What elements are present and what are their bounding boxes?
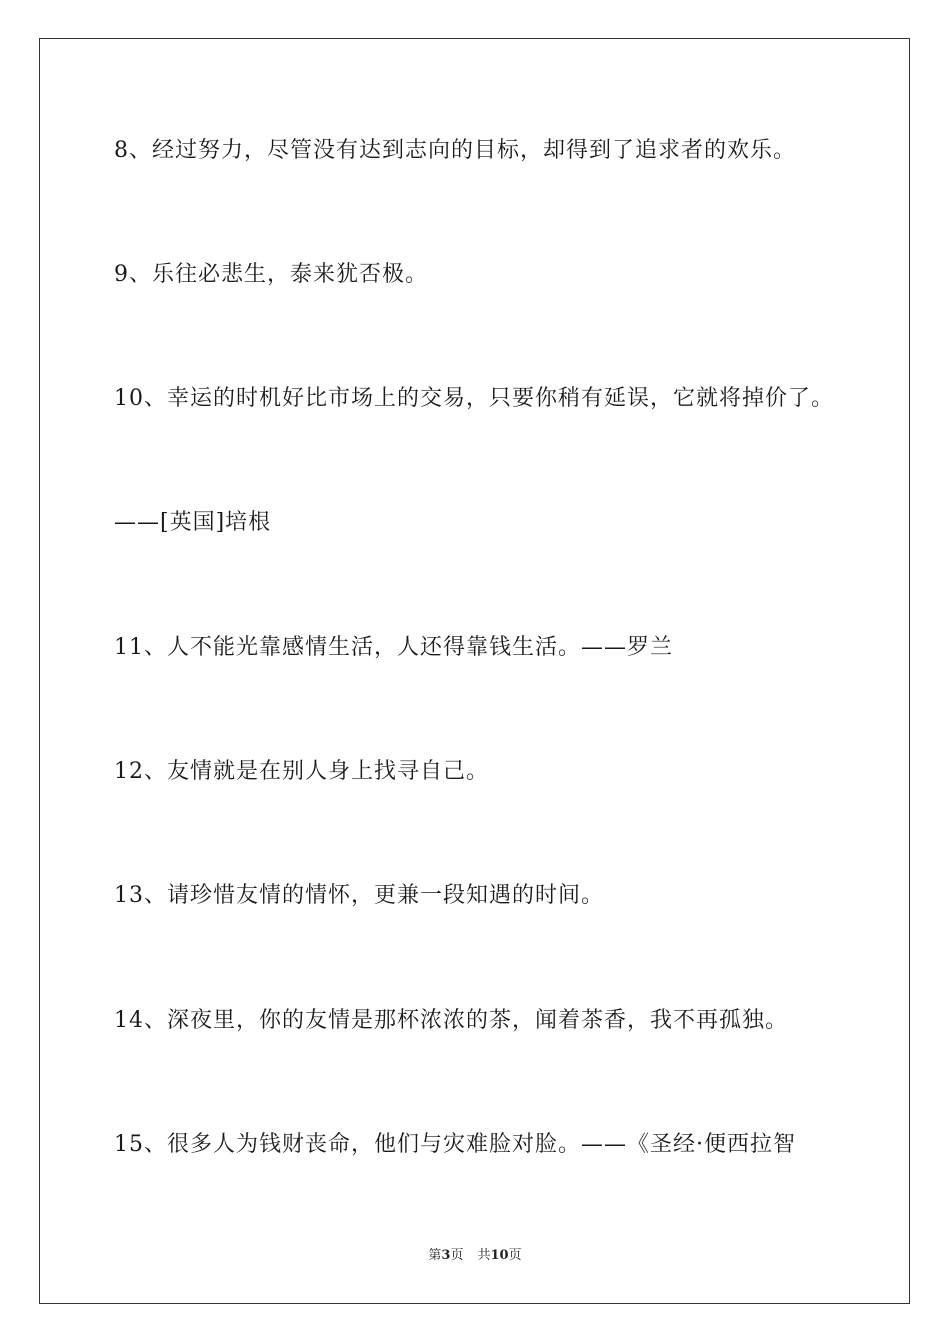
total-suffix: 页 [508, 1248, 522, 1263]
quote-12: 12、友情就是在别人身上找寻自己。 [114, 759, 489, 784]
page-suffix: 页 [450, 1248, 464, 1263]
quote-11: 11、人不能光靠感情生活，人还得靠钱生活。——罗兰 [114, 635, 673, 660]
page-number: 3 [441, 1248, 451, 1263]
page-footer [0, 1246, 950, 1266]
total-prefix: 共 [477, 1248, 491, 1263]
total-pages: 10 [490, 1248, 509, 1263]
quote-13: 13、请珍惜友情的情怀，更兼一段知遇的时间。 [114, 883, 604, 908]
quote-10-attribution: ——[英国]培根 [114, 510, 272, 535]
quote-9: 9、乐往必悲生，泰来犹否极。 [114, 262, 428, 287]
quote-8: 8、经过努力，尽管没有达到志向的目标，却得到了追求者的欢乐。 [114, 138, 796, 163]
page-prefix: 第 [428, 1248, 442, 1263]
quote-15: 15、很多人为钱财丧命，他们与灾难脸对脸。——《圣经·便西拉智 [114, 1132, 796, 1157]
page-border [39, 38, 910, 1304]
quote-14: 14、深夜里，你的友情是那杯浓浓的茶，闻着茶香，我不再孤独。 [114, 1008, 788, 1033]
quote-10: 10、幸运的时机好比市场上的交易，只要你稍有延误，它就将掉价了。 [114, 386, 834, 411]
